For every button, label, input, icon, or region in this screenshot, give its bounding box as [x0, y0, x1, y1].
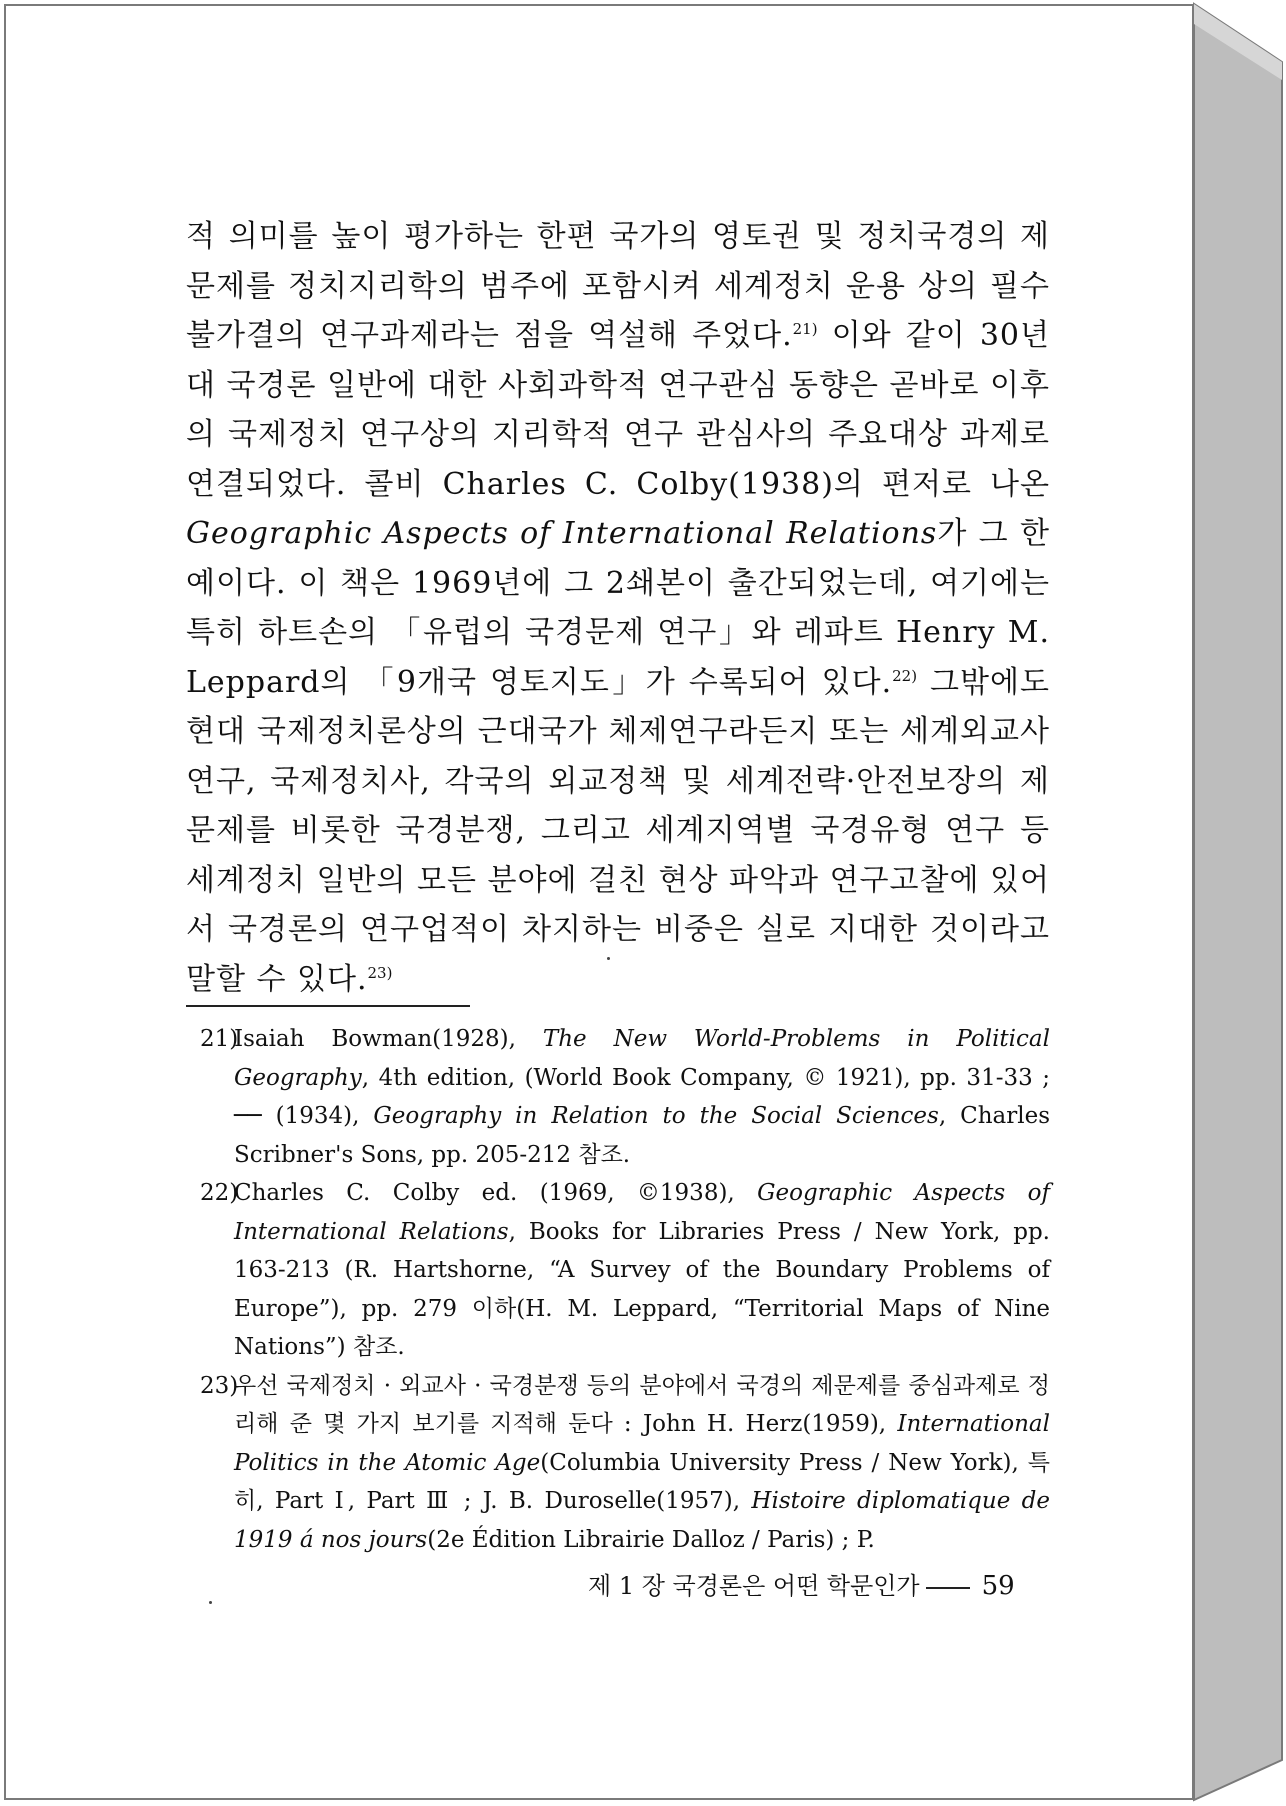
footnote-text: Isaiah Bowman(1928),: [234, 1026, 543, 1052]
chapter-title: 제 1 장 국경론은 어떤 학문인가: [588, 1572, 920, 1600]
footnote-number: 21): [200, 1026, 239, 1052]
footnote-ref-23[interactable]: 23): [367, 963, 393, 982]
footnote-text: 우선 국제정치 · 외교사 · 국경분쟁 등의 분야에서 국경의 제문제를 중심과제로 정리해 준 몇 가지 보기를 지적해 둔다 : John H. Herz(1959),: [234, 1372, 1050, 1437]
footnote-text: Charles C. Colby ed. (1969, ©1938),: [234, 1180, 758, 1206]
body-text-segment: 가 그 한 예이다. 이 책은 1969년에 그 2쇄본이 출간되었는데, 여기에는 특히 하트손의 「유럽의 국경문제 연구」와 레파트 Henry M. Leppard의 「9개국 영토지도」가 수록되어 있다.: [186, 516, 1050, 700]
footnote-title: Histoire diplomatique de 1919 á nos jours: [234, 1488, 1050, 1553]
footnote-title: The New World-Problems in Political Geography: [234, 1026, 1050, 1091]
main-text: [186, 212, 1050, 1004]
footnote-text: , Books for Libraries Press / New York, pp. 163-213 (R. Hartshorne, “A Survey of the Boundary Problems of Europe”), pp. 279 이하(H. M. Leppard, “Territorial Maps of Nine Nations”) 참조.: [234, 1218, 1050, 1360]
footnote-title: International Politics in the Atomic Age: [234, 1411, 1050, 1476]
footnote-text: , 4th edition, (World Book Company, © 1921), pp. 31-33 ; ── (1934),: [234, 1064, 1050, 1129]
page-number: 59: [981, 1571, 1015, 1601]
footnote-text: , Charles Scribner's Sons, pp. 205-212 참조.: [234, 1103, 1050, 1168]
footnote-ref-21[interactable]: 21): [792, 320, 818, 338]
running-footer: [588, 1568, 1028, 1604]
book-title: Geographic Aspects of International Relations: [186, 516, 938, 551]
footnote-21: [200, 1020, 1050, 1174]
footnotes: [200, 1020, 1050, 1559]
scan-speck: [209, 1601, 212, 1604]
footnote-title: Geographic Aspects of International Relations: [234, 1180, 1050, 1245]
body-text-segment: 이와 같이 30년대 국경론 일반에 대한 사회과학적 연구관심 동향은 곧바로 이후의 국제정치 연구상의 지리학적 연구 관심사의 주요대상 과제로 연결되었다. 콜비 Charles C. Colby(1938)의 편저로 나온: [186, 318, 1050, 502]
footnote-number: 22): [200, 1180, 239, 1206]
body-text-segment: 적 의미를 높이 평가하는 한편 국가의 영토권 및 정치국경의 제문제를 정치지리학의 범주에 포함시켜 세계정치 운용 상의 필수 불가결의 연구과제라는 점을 역설해 주었다.: [186, 219, 1050, 353]
footnote-22: [200, 1174, 1050, 1367]
footnote-ref-22[interactable]: 22): [892, 666, 918, 685]
footnote-title: Geography in Relation to the Social Sciences: [373, 1103, 939, 1129]
footnote-number: 23): [200, 1372, 239, 1399]
scan-speck: [607, 957, 610, 960]
footnote-23: [200, 1367, 1050, 1560]
body-paragraph: [186, 212, 1050, 1004]
footer-dash: [926, 1587, 970, 1589]
body-text-segment: 그밖에도 현대 국제정치론상의 근대국가 체제연구라든지 또는 세계외교사 연구, 국제정치사, 각국의 외교정책 및 세계전략·안전보장의 제문제를 비롯한 국경분쟁, 그리고 세계지역별 국경유형 연구 등 세계정치 일반의 모든 분야에 걸친 현상 파악과 연구고찰에 있어서 국경론의 연구업적이 차지하는 비중은 실로 지대한 것이라고 말할 수 있다.: [186, 664, 1050, 997]
footnote-text: (2e Édition Librairie Dalloz / Paris) ; P.: [427, 1526, 875, 1553]
footnote-divider: [186, 1005, 470, 1007]
footnote-text: (Columbia University Press / New York), 특히, Part Ⅰ, Part Ⅲ ; J. B. Duroselle(1957),: [234, 1449, 1050, 1514]
